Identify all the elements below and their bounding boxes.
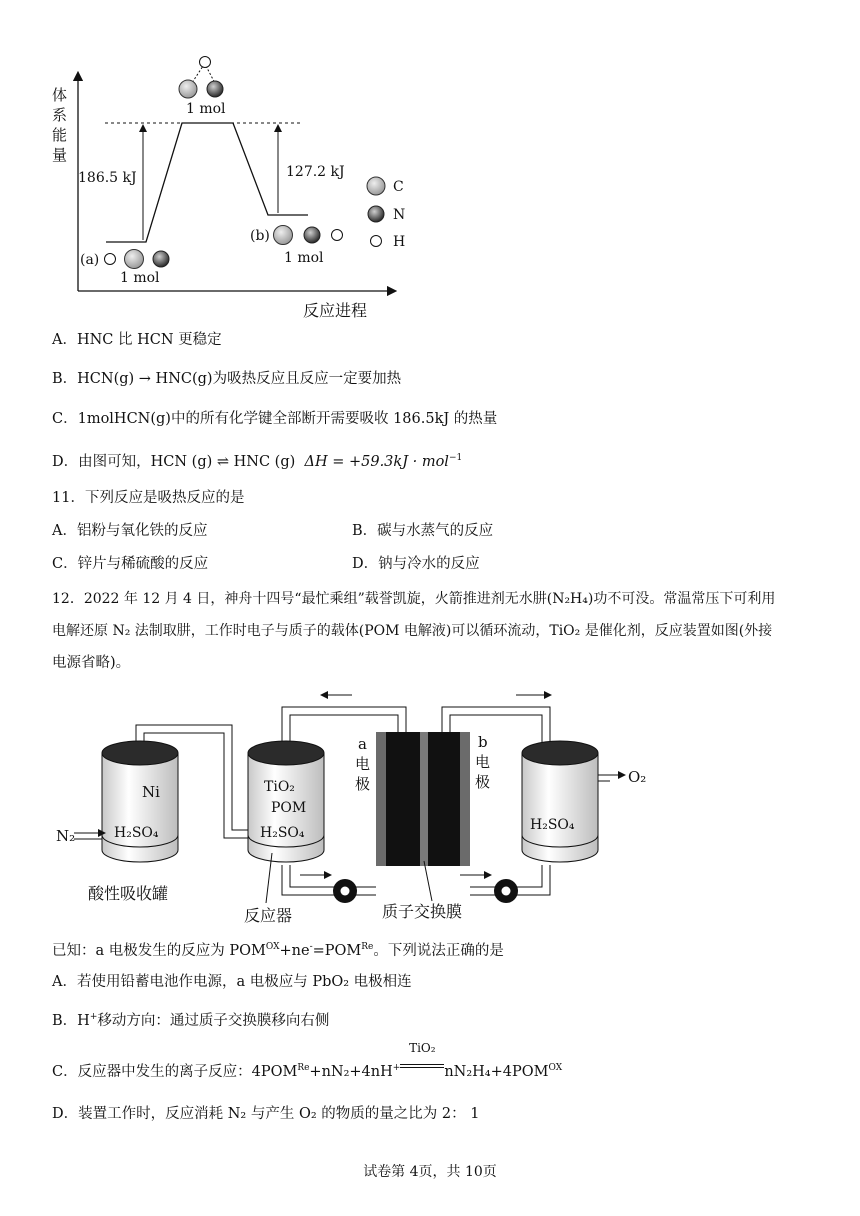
pump-right (494, 879, 518, 903)
q12-stem-line3: 电源省略)。 (52, 655, 131, 671)
svg-text:能: 能 (52, 126, 68, 144)
svg-text:电: 电 (475, 753, 491, 771)
svg-text:体: 体 (52, 86, 68, 104)
svg-text:极: 极 (355, 775, 371, 793)
a-tag: (a) (80, 252, 100, 268)
b-tag: (b) (250, 228, 270, 244)
tank1-ni-label: Ni (142, 783, 160, 801)
q12-option-c: C．反应器中发生的离子反应：$4POM^{Re}+nN_2+4nH^+$ TiO₂ $nN_2H_4+4POM^{OX}$ (52, 1056, 562, 1082)
page-footer: 试卷第 4页，共 10页 (363, 1164, 497, 1180)
reactor-tio2-label: TiO₂ (264, 779, 295, 795)
tank3-acid-label: H₂SO₄ (530, 817, 575, 833)
membrane-pointer (424, 861, 432, 901)
electrode-b-label (475, 733, 490, 791)
electrolysis-apparatus-diagram (50, 685, 690, 930)
hnc-molecule-b (274, 226, 343, 245)
a-label: 1 mol (120, 270, 160, 286)
q12-option-b: B．H+移动方向：通过质子交换膜移向右侧 (52, 1012, 330, 1029)
catalyst-label: TiO₂ (409, 1041, 436, 1055)
q10-option-c: C．1molHCN(g)中的所有化学键全部断开需要吸收 186.5kJ 的热量 (52, 411, 498, 427)
q12-option-d: D．装置工作时，反应消耗 N₂ 与产生 O₂ 的物质的量之比为 2： 1 (52, 1106, 480, 1122)
ts-label: 1 mol (186, 101, 226, 117)
left-energy-label: 186.5 kJ (78, 170, 137, 186)
pump-left (333, 879, 357, 903)
q12-known: 已知：a 电极发生的反应为 $POM^{OX}+ne^-=POM^{Re}$。下列说法正确的是 (52, 942, 504, 959)
q10-option-b: B．HCN(g) → HNC(g)为吸热反应且反应一定要加热 (52, 371, 402, 387)
o2-label: O₂ (628, 768, 647, 786)
svg-text:a: a (358, 735, 367, 753)
reactor-caption: 反应器 (244, 906, 293, 925)
electrode-a-label (355, 735, 370, 793)
q11-option-a: A．铝粉与氧化铁的反应 (52, 523, 208, 539)
svg-text:电: 电 (355, 755, 371, 773)
svg-text:系: 系 (52, 106, 68, 124)
svg-text:b: b (478, 733, 488, 751)
svg-text:量: 量 (52, 146, 68, 164)
transition-state-molecule (179, 57, 223, 99)
electrolysis-cell (376, 732, 470, 866)
svg-text:N: N (393, 207, 406, 223)
tank1-caption: 酸性吸收罐 (88, 884, 169, 903)
q10-option-a: A．HNC 比 HCN 更稳定 (52, 332, 222, 348)
hcn-molecule-a (105, 250, 170, 269)
q12-stem-line1: 12．2022 年 12 月 4 日，神舟十四号“最忙乘组”载誉凯旋，火箭推进剂无水肼(N₂H₄)功不可没。常温常压下可利用 (52, 591, 776, 607)
reactor-acid-label: H₂SO₄ (260, 825, 305, 841)
q11-option-b: B．碳与水蒸气的反应 (352, 523, 494, 539)
x-axis-label: 反应进程 (303, 301, 368, 320)
q12-option-a: A．若使用铅蓄电池作电源，a 电极应与 PbO₂ 电极相连 (52, 974, 412, 990)
y-axis-label (52, 86, 67, 164)
q12-stem-line2: 电解还原 N₂ 法制取肼，工作时电子与质子的载体(POM 电解液)可以循环流动，TiO₂ 是催化剂，反应装置如图(外接 (52, 623, 773, 639)
q11-option-c: C．锌片与稀硫酸的反应 (52, 556, 209, 572)
acid-absorption-tank (102, 741, 178, 862)
q11-stem: 11．下列反应是吸热反应的是 (52, 490, 245, 506)
n2-label: N₂ (56, 827, 76, 845)
equals-sign (400, 1064, 444, 1068)
reactor-pom-label: POM (271, 800, 307, 816)
tank1-acid-label: H₂SO₄ (114, 825, 159, 841)
membrane-caption: 质子交换膜 (382, 902, 463, 921)
svg-text:极: 极 (475, 773, 491, 791)
q11-option-d: D．钠与冷水的反应 (352, 556, 480, 572)
connecting-pipes (136, 707, 550, 895)
atom-legend (367, 177, 405, 250)
svg-text:C: C (393, 179, 404, 195)
right-energy-label: 127.2 kJ (286, 164, 345, 180)
anode-tank (522, 741, 598, 862)
svg-text:H: H (393, 234, 406, 250)
b-label: 1 mol (284, 250, 324, 266)
energy-profile-diagram (40, 48, 420, 323)
q10-option-d: D．由图可知，HCN (g) ⇌ HNC (g) ΔH = +59.3kJ · mol$^{-1}$ (52, 453, 463, 470)
